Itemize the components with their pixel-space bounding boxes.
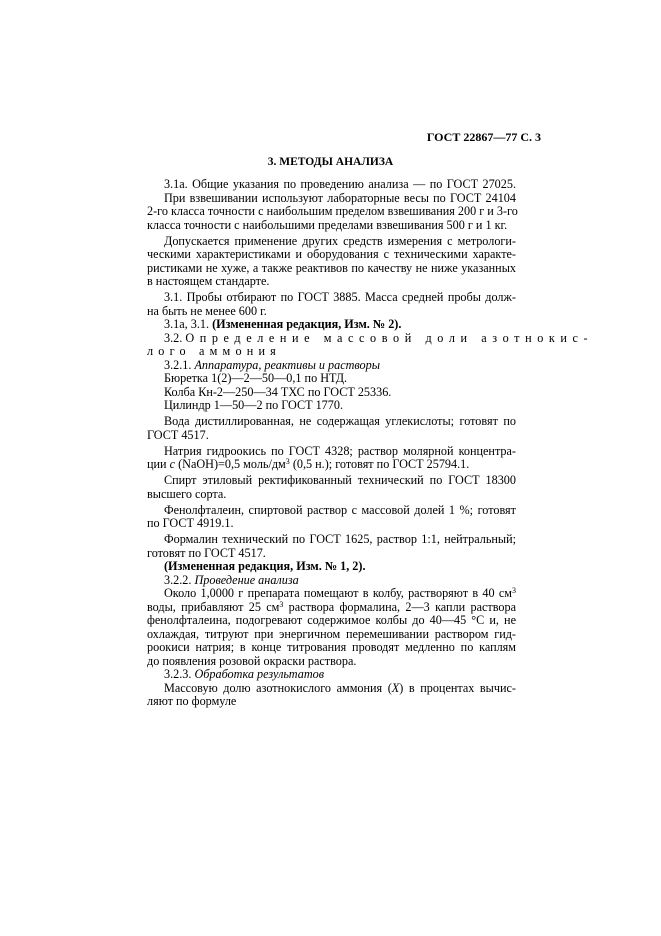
paragraph-line: фенолфталеина, подогревают содержимое колбы до 40—45 °С и, не xyxy=(147,613,516,627)
text-run: Массовую долю азотнокислого аммония ( xyxy=(164,680,392,695)
text-run: ) в процентах вычис- xyxy=(399,680,516,695)
paragraph-line: 3.1. Пробы отбирают по ГОСТ 3885. Масса средней пробы долж- xyxy=(164,290,516,304)
paragraph-line: Спирт этиловый ректификованный технический по ГОСТ 18300 xyxy=(164,473,516,487)
amendment-note: (Измененная редакция, Изм. № 1, 2). xyxy=(164,559,366,573)
paragraph-line: Бюретка 1(2)—2—50—0,1 по НТД. xyxy=(164,371,348,385)
text-run: (0,5 н.); готовят по ГОСТ 25794.1. xyxy=(289,457,470,471)
text-run: Около 1,0000 г препарата помещают в колбу, растворяют в 40 см xyxy=(164,586,512,600)
paragraph-line: 2-го класса точности с наибольшим пределом взвешивания 200 г и 3-го xyxy=(147,204,518,218)
paragraph-line: по ГОСТ 4919.1. xyxy=(147,516,234,530)
clause-number: 3.2.1. xyxy=(164,357,195,372)
paragraph-line: Формалин технический по ГОСТ 1625, раствор 1:1, нейтральный; xyxy=(164,532,516,546)
section-title: 3. МЕТОДЫ АНАЛИЗА xyxy=(267,156,394,168)
paragraph-line: Фенолфталеин, спиртовой раствор с массовой долей 1 %; готовят xyxy=(164,502,516,517)
document-body xyxy=(147,177,594,709)
paragraph-line: ческими характеристиками и оборудования с техническими характе- xyxy=(147,247,516,261)
clause-title: Обработка результатов xyxy=(194,667,325,681)
amendment-note xyxy=(147,318,516,332)
clause-number: 3.2.2. xyxy=(164,572,195,587)
subsection-title: лого аммония xyxy=(147,344,281,358)
clause-title: Аппаратура, реактивы и растворы xyxy=(194,357,380,372)
paragraph-line: Вода дистиллированная, не содержащая углекислоты; готовят по xyxy=(164,414,516,428)
paragraph-line: ристиками не хуже, а также реактивов по качеству не ниже указанных xyxy=(147,260,516,275)
paragraph-line: Допускается применение других средств измерения с метрологи- xyxy=(164,233,516,248)
superscript: 3 xyxy=(285,457,290,466)
superscript: 3 xyxy=(512,586,516,595)
clause-heading xyxy=(147,359,516,373)
amendment-text: (Измененная редакция, Изм. № 2). xyxy=(212,317,402,331)
subsection-heading xyxy=(147,330,594,346)
paragraph-line: Натрия гидроокись по ГОСТ 4328; раствор молярной концентра- xyxy=(164,443,516,458)
page-header: ГОСТ 22867—77 С. 3 xyxy=(426,130,541,144)
amendment-prefix: 3.1а, 3.1. xyxy=(164,317,213,331)
clause-number: 3.2.3. xyxy=(164,667,195,681)
paragraph-line: Колба Кн-2—250—34 ТХС по ГОСТ 25336. xyxy=(164,384,392,399)
paragraph-line xyxy=(147,601,516,615)
clause-heading xyxy=(147,574,516,588)
paragraph-line: ГОСТ 4517. xyxy=(147,427,209,442)
paragraph-line xyxy=(147,587,516,601)
paragraph-line: класса точности с наибольшими пределами взвешивания 500 г и 1 кг. xyxy=(147,217,508,232)
paragraph-line xyxy=(147,458,516,472)
paragraph-line xyxy=(147,682,516,696)
paragraph-line: высшего сорта. xyxy=(147,486,227,501)
paragraph-line: Цилиндр 1—50—2 по ГОСТ 1770. xyxy=(164,398,343,412)
text-run: раствора формалина, 2—3 капли раствора xyxy=(283,599,516,614)
paragraph-line: охлаждая, титруют при энергичном перемешивании раствором гид- xyxy=(147,626,516,641)
paragraph-line: готовят по ГОСТ 4517. xyxy=(147,545,266,560)
paragraph-line: в настоящем стандарте. xyxy=(147,274,270,288)
text-run: воды, прибавляют 25 см xyxy=(147,599,280,614)
paragraph-line: ляют по формуле xyxy=(147,694,237,708)
variable-c: с xyxy=(169,457,176,471)
subsection-title: Определение массовой доли азотнокис- xyxy=(185,330,594,345)
subsection-heading-continued xyxy=(147,345,516,359)
text-run: ции xyxy=(147,457,170,471)
variable-x: X xyxy=(391,680,400,695)
paragraph-line: При взвешивании используют лабораторные весы по ГОСТ 24104 xyxy=(164,190,516,205)
subsection-number: 3.2. xyxy=(164,330,186,345)
paragraph-line: до появления розовой окраски раствора. xyxy=(147,653,357,668)
clause-heading xyxy=(147,668,516,682)
paragraph-line: роокиси натрия; в конце титрования проводят медленно по каплям xyxy=(147,640,516,654)
paragraph-line: на быть не менее 600 г. xyxy=(147,303,267,318)
clause-title: Проведение анализа xyxy=(194,572,299,587)
text-run: (NaOH)=0,5 моль/дм xyxy=(175,457,286,471)
superscript: 3 xyxy=(279,599,284,609)
paragraph-line: 3.1а. Общие указания по проведению анализа — по ГОСТ 27025. xyxy=(164,177,516,191)
